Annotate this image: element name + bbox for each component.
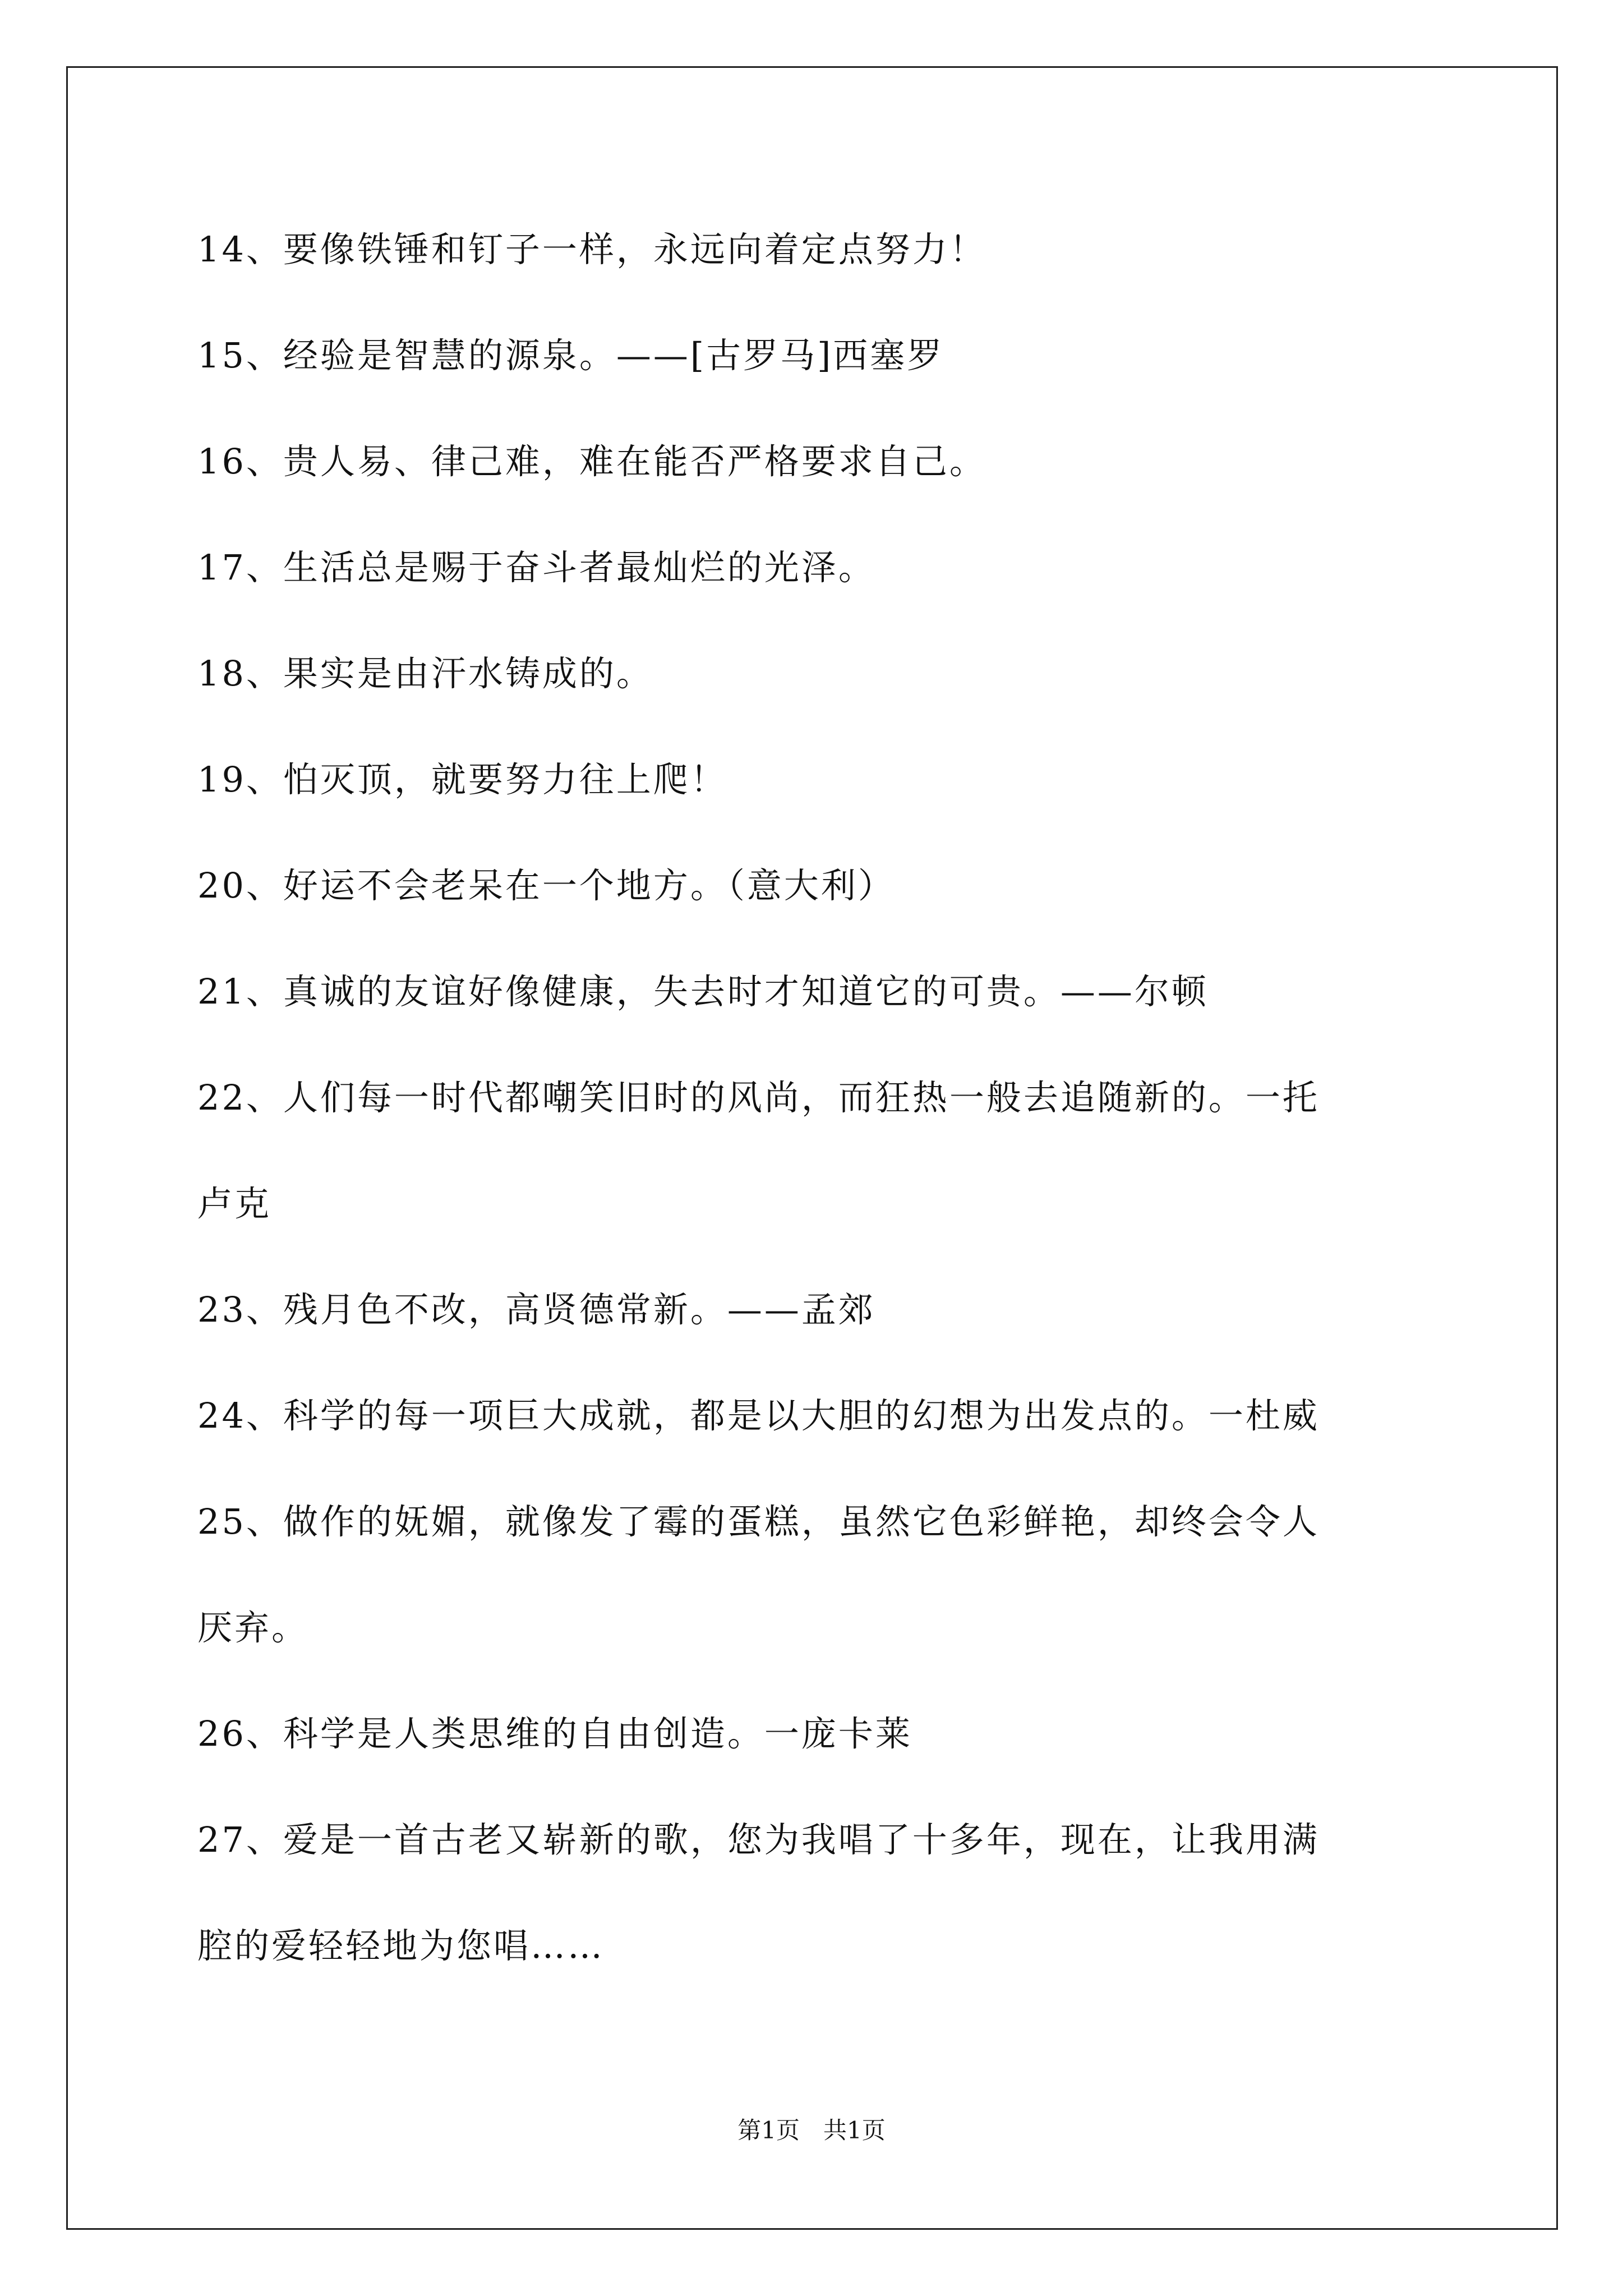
text-line: 26、科学是人类思维的自由创造。一庞卡莱 [197, 1713, 912, 1754]
text-line: 20、好运不会老呆在一个地方。（意大利） [197, 865, 895, 906]
text-line: 厌弃。 [197, 1607, 309, 1648]
text-line: 16、贵人易、律己难，难在能否严格要求自己。 [197, 441, 986, 482]
text-line: 17、生活总是赐于奋斗者最灿烂的光泽。 [197, 547, 875, 588]
text-line: 24、科学的每一项巨大成就，都是以大胆的幻想为出发点的。一杜威 [197, 1395, 1320, 1436]
text-line: 卢克 [197, 1183, 272, 1224]
text-line: 腔的爱轻轻地为您唱…… [197, 1925, 605, 1966]
text-line: 22、人们每一时代都嘲笑旧时的风尚，而狂热一般去追随新的。一托 [197, 1077, 1320, 1118]
text-line: 14、要像铁锤和钉子一样，永远向着定点努力！ [197, 229, 986, 270]
text-line: 19、怕灭顶，就要努力往上爬！ [197, 759, 727, 800]
page-footer: 第1页 共1页 [737, 2116, 886, 2144]
text-line: 27、爱是一首古老又崭新的歌，您为我唱了十多年，现在，让我用满 [197, 1819, 1320, 1860]
document-body [197, 222, 1431, 2024]
text-line: 15、经验是智慧的源泉。——[古罗马]西塞罗 [197, 335, 944, 376]
text-line: 18、果实是由汗水铸成的。 [197, 653, 653, 694]
text-line: 21、真诚的友谊好像健康，失去时才知道它的可贵。——尔顿 [197, 971, 1209, 1012]
text-line: 23、残月色不改，高贤德常新。——孟郊 [197, 1289, 875, 1330]
text-line: 25、做作的妩媚，就像发了霉的蛋糕，虽然它色彩鲜艳，却终会令人 [197, 1501, 1320, 1542]
